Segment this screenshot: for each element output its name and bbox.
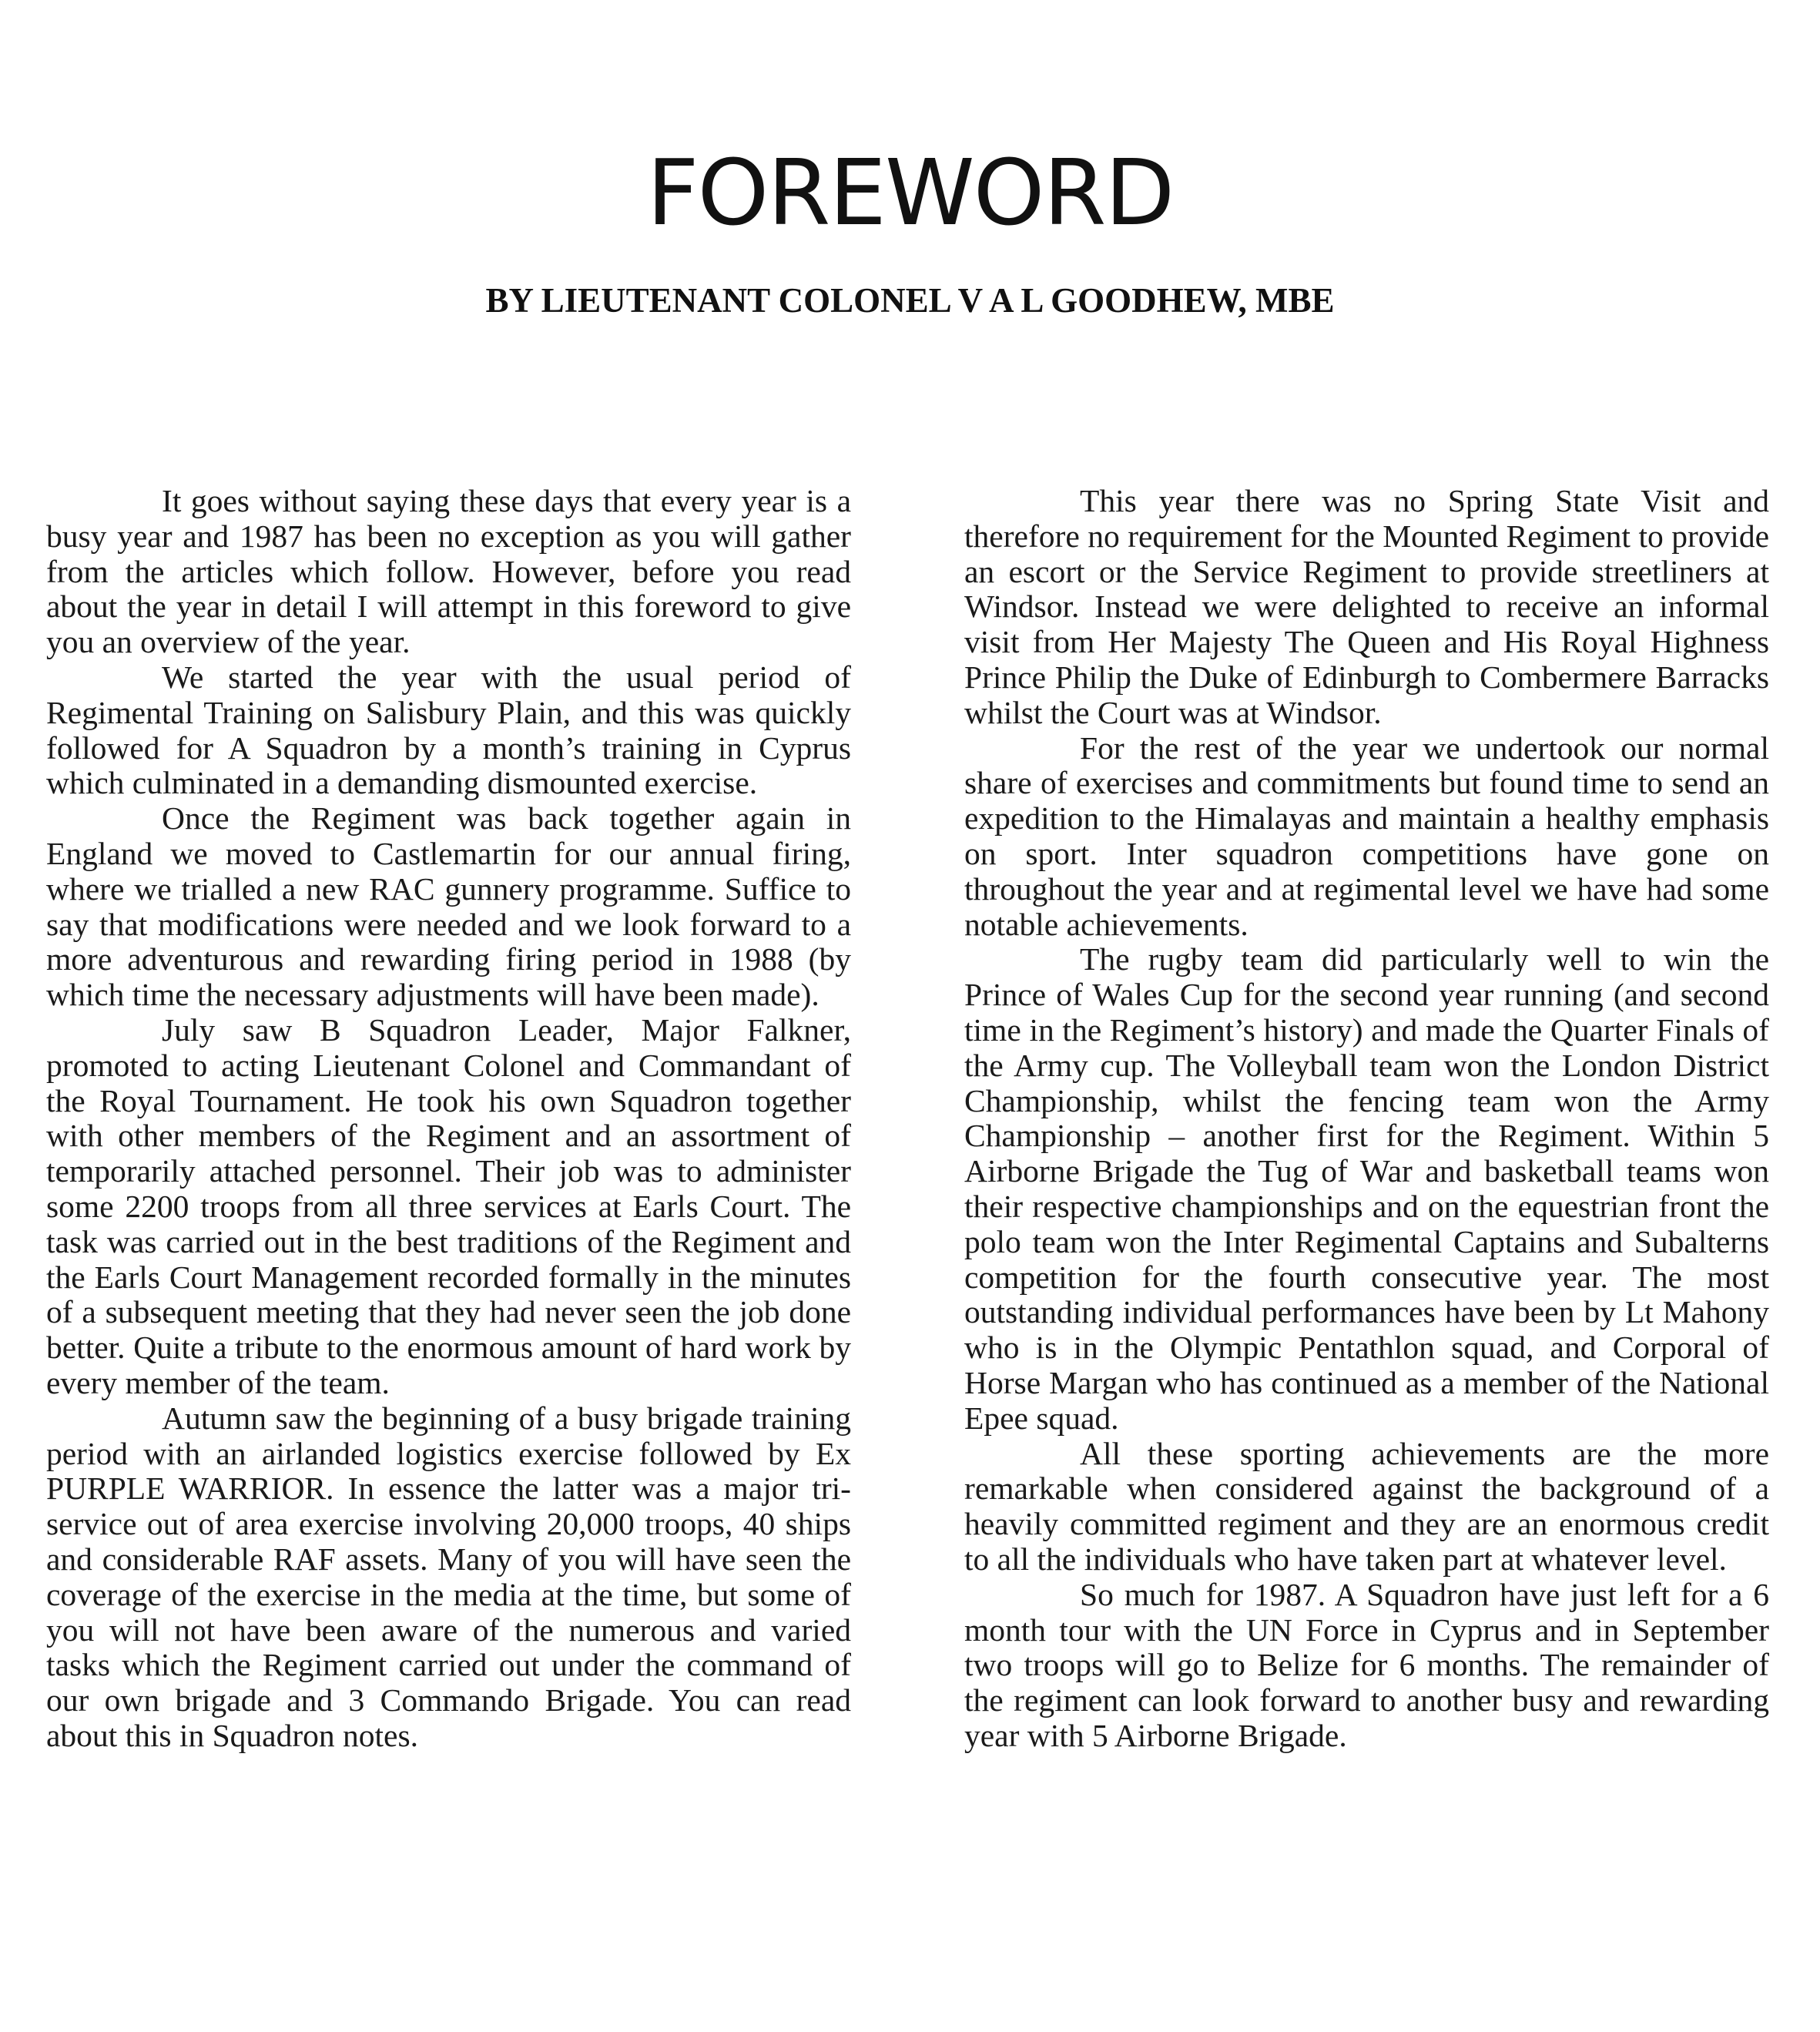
paragraph: Once the Regiment was back together again in England we moved to Castlemartin for our annual firing, where we trialled a new RAC gunnery programme. Suffice to say that modifications were needed and we look forward to a more adventurous and rewarding firing period in 1988 (by which time the necessary adjustments will have been made). xyxy=(46,800,851,1013)
left-column xyxy=(46,484,851,1754)
paragraph: Autumn saw the beginning of a busy brigade training period with an airlanded logistics exercise followed by Ex PURPLE WARRIOR. In essence the latter was a major tri-service out of area exercise involving 20,000 troops, 40 ships and considerable RAF assets. Many of you will have seen the coverage of the exercise in the media at the time, but some of you will not have been aware of the numerous and varied tasks which the Regiment carried out under the command of our own brigade and 3 Commando Brigade. You can read about this in Squadron notes. xyxy=(46,1400,851,1753)
paragraph: For the rest of the year we undertook our normal share of exercises and commitments but found time to send an expedition to the Himalayas and maintain a healthy emphasis on sport. Inter squadron competitions have gone on throughout the year and at regimental level we have had some notable achievements. xyxy=(964,729,1769,942)
paragraph: So much for 1987. A Squadron have just left for a 6 month tour with the UN Force in Cyprus and in September two troops will go to Belize for 6 months. The remainder of the regiment can look forward to another busy and rewarding year with 5 Airborne Brigade. xyxy=(964,1576,1769,1753)
paragraph: This year there was no Spring State Visit and therefore no requirement for the Mounted Regiment to provide an escort or the Service Regiment to provide streetliners at Windsor. Instead we were delighted to receive an informal visit from Her Majesty The Queen and His Royal Highness Prince Philip the Duke of Edinburgh to Combermere Barracks whilst the Court was at Windsor. xyxy=(964,483,1769,730)
paragraph: July saw B Squadron Leader, Major Falkner, promoted to acting Lieutenant Colonel and Commandant of the Royal Tournament. He took his own Squadron together with other members of the Regiment and an assortment of temporarily attached personnel. Their job was to administer some 2200 troops from all three services at Earls Court. The task was carried out in the best traditions of the Regiment and the Earls Court Management recorded formally in the minutes of a subsequent meeting that they had never seen the job done better. Quite a tribute to the enormous amount of hard work by every member of the team. xyxy=(46,1011,851,1400)
paragraph: The rugby team did particularly well to win the Prince of Wales Cup for the second year running (and second time in the Regiment’s history) and made the Quarter Finals of the Army cup. The Volleyball team won the London District Championship, whilst the fencing team won the Army Championship – another first for the Regiment. Within 5 Airborne Brigade the Tug of War and basketball teams won their respective championships and on the equestrian front the polo team won the Inter Regimental Captains and Subalterns competition for the fourth consecutive year. The most outstanding individual performances have been by Lt Mahony who is in the Olympic Pentathlon squad, and Corporal of Horse Margan who has continued as a member of the National Epee squad. xyxy=(964,941,1769,1436)
page-title: FOREWORD xyxy=(646,139,1174,246)
right-column xyxy=(964,484,1769,1754)
paragraph: It goes without saying these days that every year is a busy year and 1987 has been no exception as you will gather from the articles which follow. However, before you read about the year in detail I will attempt in this foreword to give you an overview of the year. xyxy=(46,483,851,660)
paragraph: All these sporting achievements are the more remarkable when considered against the background of a heavily committed regiment and they are an enormous credit to all the individuals who have taken part at whatever level. xyxy=(964,1435,1769,1577)
author-byline: BY LIEUTENANT COLONEL V A L GOODHEW, MBE xyxy=(485,281,1335,320)
paragraph: We started the year with the usual period of Regimental Training on Salisbury Plain, and this was quickly followed for A Squadron by a month’s training in Cyprus which culminated in a demanding dismounted exercise. xyxy=(46,659,851,801)
